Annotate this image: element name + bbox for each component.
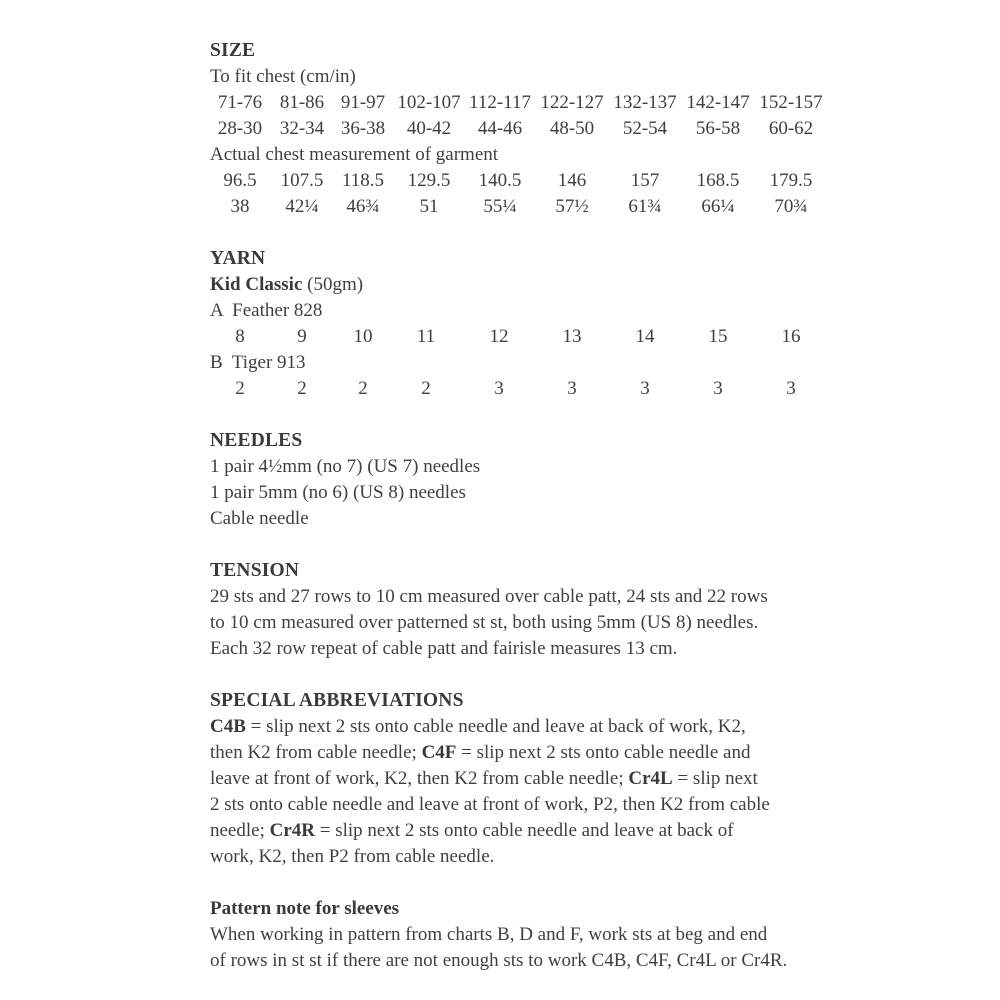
table-cell: 91-97 (340, 92, 386, 113)
table-cell: 107.5 (280, 170, 324, 191)
actual-chest-cm-row (210, 168, 850, 194)
yarn-a-label: A Feather 828 (210, 300, 323, 321)
abbr-term: Cr4L (628, 768, 673, 789)
table-cell: 28-30 (217, 118, 263, 139)
yarn-b-row (210, 376, 850, 402)
table-cell: 52-54 (622, 118, 668, 139)
table-cell: 140.5 (478, 170, 522, 191)
abbreviation-line (210, 844, 850, 870)
table-cell: 13 (562, 326, 582, 347)
table-cell: 38 (230, 196, 250, 217)
table-cell: 42¼ (285, 196, 319, 217)
table-cell: 46¾ (346, 196, 380, 217)
actual-chest-in-row (210, 194, 850, 220)
table-cell: 66¼ (701, 196, 735, 217)
abbreviation-line (210, 740, 850, 766)
table-cell: 57½ (555, 196, 589, 217)
table-cell: 152-157 (759, 92, 823, 113)
needles-line: 1 pair 5mm (no 6) (US 8) needles (210, 482, 466, 503)
table-cell: 118.5 (341, 170, 385, 191)
pattern-page (210, 38, 850, 974)
table-cell: 3 (786, 378, 796, 399)
abbreviation-line (210, 792, 850, 818)
table-cell: 56-58 (695, 118, 741, 139)
table-cell: 60-62 (768, 118, 814, 139)
table-cell: 70¾ (774, 196, 808, 217)
table-cell: 81-86 (279, 92, 325, 113)
yarn-heading: YARN (210, 248, 266, 269)
abbreviation-line (210, 766, 850, 792)
yarn-name-line (210, 272, 850, 298)
abbr-text: needle; (210, 820, 270, 841)
table-cell: 40-42 (406, 118, 452, 139)
table-cell: 129.5 (407, 170, 451, 191)
fit-chest-cm-row (210, 90, 850, 116)
abbr-text: 2 sts onto cable needle and leave at front of work, P2, then K2 from cable (210, 794, 770, 815)
table-cell: 2 (421, 378, 431, 399)
tension-line: Each 32 row repeat of cable patt and fairisle measures 13 cm. (210, 638, 678, 659)
abbr-text: = slip next 2 sts onto cable needle and leave at back of (315, 820, 734, 841)
table-cell: 168.5 (696, 170, 740, 191)
abbreviation-line (210, 714, 850, 740)
table-cell: 16 (781, 326, 801, 347)
table-cell: 2 (358, 378, 368, 399)
table-cell: 9 (297, 326, 307, 347)
table-cell: 15 (708, 326, 728, 347)
table-cell: 132-137 (613, 92, 677, 113)
abbr-text: work, K2, then P2 from cable needle. (210, 846, 495, 867)
table-cell: 8 (235, 326, 245, 347)
table-cell: 3 (713, 378, 723, 399)
needles-line: 1 pair 4½mm (no 7) (US 7) needles (210, 456, 481, 477)
abbr-text: = slip next (672, 768, 758, 789)
fit-chest-label: To fit chest (cm/in) (210, 66, 356, 87)
table-cell: 2 (235, 378, 245, 399)
abbr-term: Cr4R (269, 820, 315, 841)
tension-line: to 10 cm measured over patterned st st, both using 5mm (US 8) needles. (210, 612, 759, 633)
table-cell: 10 (353, 326, 373, 347)
fit-chest-in-row (210, 116, 850, 142)
abbr-text: = slip next 2 sts onto cable needle and leave at back of work, K2, (245, 716, 746, 737)
table-cell: 122-127 (540, 92, 604, 113)
table-cell: 36-38 (340, 118, 386, 139)
abbr-term: C4B (210, 716, 246, 737)
table-cell: 48-50 (549, 118, 595, 139)
table-cell: 3 (640, 378, 650, 399)
table-cell: 61¾ (628, 196, 662, 217)
table-cell: 51 (419, 196, 439, 217)
pattern-note-line: When working in pattern from charts B, D and F, work sts at beg and end (210, 924, 768, 945)
table-cell: 32-34 (279, 118, 325, 139)
abbr-text: leave at front of work, K2, then K2 from cable needle; (210, 768, 629, 789)
table-cell: 142-147 (686, 92, 750, 113)
pattern-note-line: of rows in st st if there are not enough sts to work C4B, C4F, Cr4L or Cr4R. (210, 950, 788, 971)
table-cell: 3 (494, 378, 504, 399)
abbreviation-line (210, 818, 850, 844)
table-cell: 2 (297, 378, 307, 399)
actual-chest-label: Actual chest measurement of garment (210, 144, 499, 165)
tension-heading: TENSION (210, 560, 300, 581)
abbr-text: = slip next 2 sts onto cable needle and (456, 742, 751, 763)
table-cell: 12 (489, 326, 509, 347)
table-cell: 112-117 (469, 92, 531, 113)
table-cell: 179.5 (769, 170, 813, 191)
table-cell: 44-46 (477, 118, 523, 139)
yarn-weight: (50gm) (302, 274, 364, 295)
table-cell: 55¼ (483, 196, 517, 217)
table-cell: 102-107 (397, 92, 461, 113)
needles-line: Cable needle (210, 508, 309, 529)
size-heading: SIZE (210, 40, 256, 61)
table-cell: 71-76 (217, 92, 263, 113)
abbr-term: C4F (421, 742, 457, 763)
table-cell: 3 (567, 378, 577, 399)
yarn-a-row (210, 324, 850, 350)
table-cell: 157 (630, 170, 660, 191)
table-cell: 14 (635, 326, 655, 347)
table-cell: 11 (416, 326, 436, 347)
table-cell: 146 (557, 170, 587, 191)
pattern-note-heading: Pattern note for sleeves (210, 898, 400, 919)
yarn-b-label: B Tiger 913 (210, 352, 306, 373)
abbr-text: then K2 from cable needle; (210, 742, 422, 763)
tension-line: 29 sts and 27 rows to 10 cm measured over cable patt, 24 sts and 22 rows (210, 586, 768, 607)
table-cell: 96.5 (223, 170, 257, 191)
yarn-name: Kid Classic (210, 274, 303, 295)
abbreviations-heading: SPECIAL ABBREVIATIONS (210, 690, 464, 711)
needles-heading: NEEDLES (210, 430, 303, 451)
